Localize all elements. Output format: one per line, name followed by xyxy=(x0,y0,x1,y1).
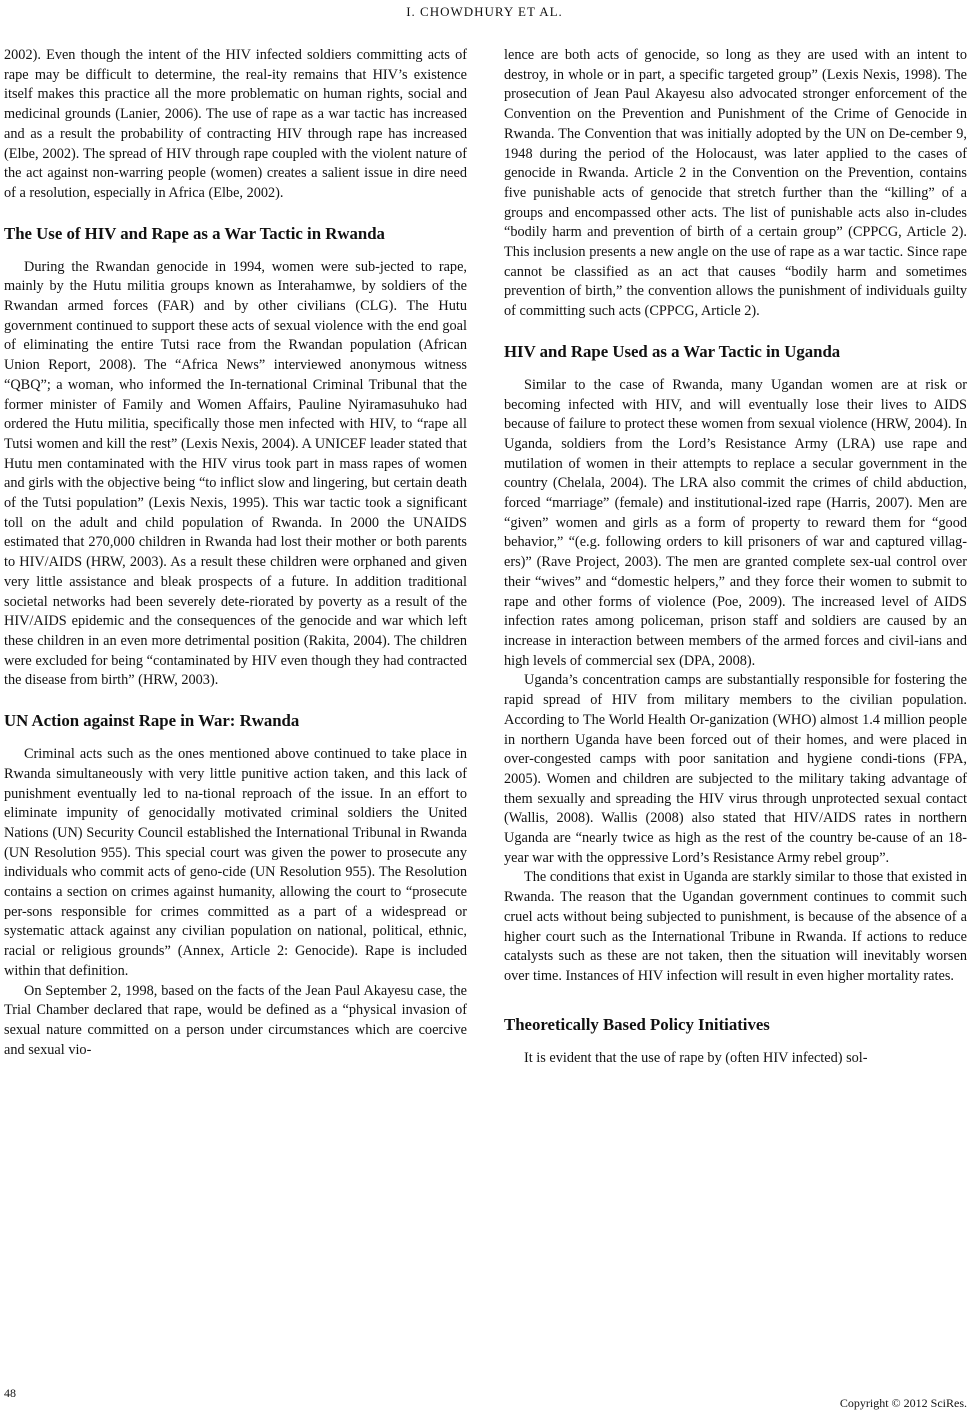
paragraph: The conditions that exist in Uganda are starkly similar to those that existed in Rwanda. The reason that the Ugandan government continues to commit such cruel acts without being subjected to punishment, is because of the absence of a higher court such as the International Tribune in Rwanda. If actions to reduce catalysts such as these are not taken, then the situation will inevitably worsen over time. Instances of HIV infection will result in even higher mortality rates. xyxy=(504,869,967,984)
paragraph: During the Rwandan genocide in 1994, women were sub-jected to rape, mainly by the Hutu militia groups known as Interahamwe, by soldiers of the Rwandan armed forces (FAR) and by other civilians (CLG). The Hutu government continued to support these acts of sexual violence with the end goal of eliminating the entire Tutsi race from the Rwandan population (African Union Report, 2008). The “Africa News” interviewed anonymous witness “QBQ”; a woman, who informed the In-ternational Criminal Tribunal that the former minister of Family and Women Affairs, Pauline Nyiramasuhuko had ordered the Hutu militia, specifically those men infected with HIV, to “rape all Tutsi women and kill the rest” (Lexis Nexis, 2004). A UNICEF leader stated that Hutu men contaminated with the HIV virus took part in mass rapes of women and girls with the objective being “to inflict slow and lingering, but certain death of the Tutsi population” (Lexis Nexis, 1995). This war tactic took a significant toll on the adult and child population of Rwanda. In 2000 the UNAIDS estimated that 270,000 children in Rwanda had lost their mother or both parents to HIV/AIDS (HRW, 2003). As a result these children were orphaned and given very little assistance and bleak prospects of a future. In addition traditional societal networks had been severely dete-riorated by poverty as a result of the HIV/AIDS epidemic and the consequences of the genocide and war which left these children in an even more detrimental position (Rakita, 2004). The children were excluded for being “contaminated by HIV even though they had contracted the disease from birth” (HRW, 2003). xyxy=(4,258,467,689)
paragraph: Criminal acts such as the ones mentioned above continued to take place in Rwanda simultaneously with very little punitive action taken, and this lack of punishment eventually led to na-tional reproach of the issue. In an effort to eliminate impunity of genocidally motivated criminal soldiers the United Nations (UN) Security Council established the International Tribunal in Rwanda (UN Resolution 955). This special court was given the power to prosecute any individuals who commit acts of geno-cide (UN Resolution 955). The Resolution contains a section on crimes against humanity, allowing the court to “prosecute per-sons responsible for crimes committed as a part of a widespread or systematic attack against any civilian population on national, political, ethnic, racial or religious grounds” (Annex, Article 2: Genocide). Rape is included within that definition. xyxy=(4,746,467,979)
paragraph: lence are both acts of genocide, so long as they are used with an intent to destroy, in whole or in part, a specific targeted group” (Lexis Nexis, 1998). The prosecution of Jean Paul Akayesu also advocated stronger enforcement of the Convention on the Prevention and Punishment of the Crime of Genocide in Rwanda. The Convention that was initially adopted by the UN on De-cember 9, 1948 during the period of the Holocaust, was later applied to the cases of genocide in Rwanda. Article 2 in the Convention on the Prevention, contains five punishable acts of genocide that stretch further than the “killing” of a groups and encompassed other acts. The list of punishable acts also in-cludes “bodily harm and prevention of birth of a certain group” (CPPCG, Article 2). This inclusion presents a new angle on the use of rape as a war tactic. Since rape cannot be classified as an act that causes “bodily harm and sometimes prevention of birth,” the convention allows the punishment of individuals guilty of committing such acts (CPPCG, Article 2). xyxy=(504,47,967,320)
paragraph: Similar to the case of Rwanda, many Ugandan women are at risk or becoming infected with HIV, and will eventually lose their lives to AIDS because of failure to protect these women from sexual violence (HRW, 2004). In Uganda, soldiers from the Lord’s Resistance Army (LRA) use rape and mutilation of women in their attempts to replace a secular government in the country (Chelala, 2004). The LRA also commit the crimes of child abduction, forced “marriage” (female) and institutional-ized rape (Harris, 2007). Men are “given” women and girls as a form of property to reward them for “good behavior,” “(e.g. following orders to kill prisoners of war and captured villag-ers)” (Rave Project, 2003). The men are granted complete sex-ual control over their “wives” and “domestic helpers,” and they force their women to submit to rape and other forms of violence (Poe, 2009). The increased level of AIDS infection rates among policeman, prison staff and soldiers are caused by an increase in interaction between members of the armed forces and civil-ians and high levels of commercial sex (DPA, 2008). xyxy=(504,376,967,669)
paragraph: On September 2, 1998, based on the facts of the Jean Paul Akayesu case, the Trial Chamber declared that rape, would be defined as a “physical invasion of sexual nature committed on a person under circumstances which are coercive and sexual vio- xyxy=(4,982,467,1058)
left-column xyxy=(4,46,467,1060)
section-heading-rwanda-war-tactic: The Use of HIV and Rape as a War Tactic in Rwanda xyxy=(4,223,385,243)
paragraph: It is evident that the use of rape by (often HIV infected) sol- xyxy=(524,1049,868,1066)
section-heading-un-action: UN Action against Rape in War: Rwanda xyxy=(4,711,300,731)
copyright-notice: Copyright © 2012 SciRes. xyxy=(839,1396,967,1410)
running-head: I. CHOWDHURY ET AL. xyxy=(406,4,563,19)
section-heading-uganda-war-tactic: HIV and Rape Used as a War Tactic in Uganda xyxy=(504,341,841,361)
paragraph: 2002). Even though the intent of the HIV infected soldiers committing acts of rape may be difficult to determine, the real-ity remains that HIV’s existence itself makes this practice all the more problematic on human rights, social and medicinal grounds (Lanier, 2006). The use of rape as a war tactic has increased and as a result the probability of contracting HIV through rape has increased (Elbe, 2002). The spread of HIV through rape coupled with the violent nature of the act against non-warring people (women) creates a salient issue in dire need of a resolution, especially in Africa (Elbe, 2002). xyxy=(4,47,467,201)
right-column xyxy=(504,46,967,1068)
section-heading-policy-initiatives: Theoretically Based Policy Initiatives xyxy=(504,1014,770,1034)
paragraph: Uganda’s concentration camps are substantially responsible for fostering the rapid spread of HIV from military members to the civilian population. According to The World Health Or-ganization (WHO) almost 1.4 million people in northern Uganda have been forced out of their homes, and were placed in over-congested camps with poor sanitation and hygiene condi-tions (FPA, 2005). Women and children are subjected to the military taking advantage of them sexually and spreading the HIV virus through unprotected sexual contact (Wallis, 2008). Wallis (2008) also stated that HIV/AIDS rates in northern Uganda are “nearly twice as high as the rest of the country be-cause of an 18-year war with the oppressive Lord’s Resistance Army rebel group”. xyxy=(504,672,967,866)
page-number: 48 xyxy=(4,1386,16,1400)
